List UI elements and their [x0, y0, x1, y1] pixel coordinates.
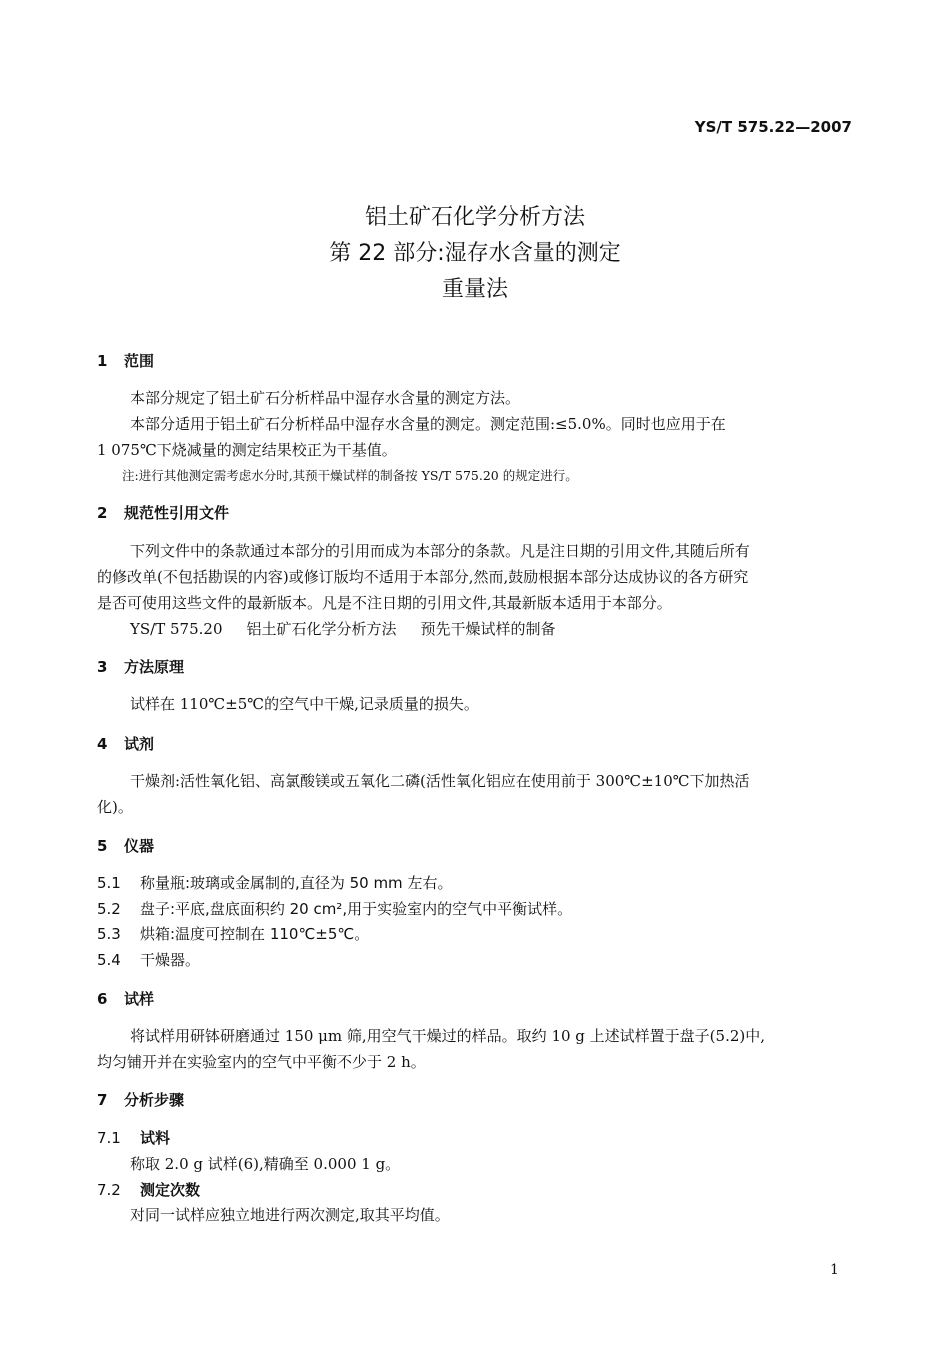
paragraph: 称取 2.0 g 试样(6),精确至 0.000 1 g。	[130, 1155, 401, 1173]
item-text: 烘箱:温度可控制在 110℃±5℃。	[140, 925, 370, 943]
standard-number: YS/T 575.22—2007	[694, 118, 852, 136]
paragraph-continued: 均匀铺开并在实验室内的空气中平衡不少于 2 h。	[97, 1053, 426, 1071]
paragraph-continued: 是否可使用这些文件的最新版本。凡是不注日期的引用文件,其最新版本适用于本部分。	[97, 594, 672, 612]
paragraph: 将试样用研钵研磨通过 150 μm 筛,用空气干燥过的样品。取约 10 g 上述试样置于盘子(5.2)中,	[130, 1027, 765, 1045]
section-title: 方法原理	[124, 658, 185, 676]
section-6-heading	[97, 988, 154, 1009]
note: 注:进行其他测定需考虑水分时,其预干燥试样的制备按 YS/T 575.20 的规定进行。	[122, 468, 578, 483]
section-number: 3	[97, 658, 108, 676]
section-5-heading	[97, 835, 154, 856]
paragraph: 本部分规定了铝土矿石分析样品中湿存水含量的测定方法。	[130, 389, 521, 407]
paragraph: 本部分适用于铝土矿石分析样品中湿存水含量的测定。测定范围:≤5.0%。同时也应用于在	[130, 415, 726, 433]
item-text: 称量瓶:玻璃或金属制的,直径为 50 mm 左右。	[140, 874, 453, 892]
reference-title: 铝土矿石化学分析方法	[246, 620, 397, 638]
section-title: 范围	[124, 352, 155, 370]
section-title: 分析步骤	[124, 1091, 185, 1109]
section-number: 4	[97, 735, 108, 753]
section-number: 6	[97, 990, 108, 1008]
paragraph: 对同一试样应独立地进行两次测定,取其平均值。	[130, 1206, 450, 1224]
paragraph-continued: 1 075℃下烧减量的测定结果校正为干基值。	[97, 441, 397, 459]
section-2-heading	[97, 502, 229, 523]
paragraph: 下列文件中的条款通过本部分的引用而成为本部分的条款。凡是注日期的引用文件,其随后所有	[130, 542, 750, 560]
section-1-heading	[97, 350, 154, 371]
section-number: 1	[97, 352, 108, 370]
section-title: 试剂	[124, 735, 155, 753]
instrument-item	[97, 949, 200, 970]
subsection-number: 7.1	[97, 1129, 121, 1147]
normative-reference	[130, 618, 556, 639]
subsection-title: 测定次数	[140, 1181, 201, 1199]
item-text: 盘子:平底,盘底面积约 20 cm²,用于实验室内的空气中平衡试样。	[140, 900, 573, 918]
section-title: 仪器	[124, 837, 155, 855]
instrument-item	[97, 872, 452, 893]
instrument-item	[97, 898, 572, 919]
paragraph-continued: 的修改单(不包括勘误的内容)或修订版均不适用于本部分,然而,鼓励根据本部分达成协议的各方研究	[97, 568, 749, 586]
section-number: 5	[97, 837, 108, 855]
document-subtitle: 第 22 部分:湿存水含量的测定	[329, 241, 621, 266]
item-number: 5.3	[97, 925, 121, 943]
page-number: 1	[830, 1262, 839, 1278]
subsection-7-2-heading	[97, 1179, 200, 1200]
subsection-number: 7.2	[97, 1181, 121, 1199]
item-number: 5.4	[97, 951, 121, 969]
paragraph-continued: 化)。	[97, 798, 133, 816]
instrument-item	[97, 923, 369, 944]
subsection-7-1-heading	[97, 1127, 170, 1148]
item-number: 5.1	[97, 874, 121, 892]
section-3-heading	[97, 656, 184, 677]
paragraph: 干燥剂:活性氧化铝、高氯酸镁或五氧化二磷(活性氧化铝应在使用前于 300℃±10℃下加热活	[130, 772, 750, 790]
subsection-title: 试料	[140, 1129, 171, 1147]
item-text: 干燥器。	[140, 951, 201, 969]
reference-code: YS/T 575.20	[130, 620, 223, 638]
section-number: 7	[97, 1091, 108, 1109]
document-title: 铝土矿石化学分析方法	[364, 205, 585, 230]
section-7-heading	[97, 1089, 184, 1110]
section-title: 规范性引用文件	[124, 504, 230, 522]
reference-subtitle: 预先干燥试样的制备	[420, 620, 556, 638]
section-title: 试样	[124, 990, 155, 1008]
document-method: 重量法	[441, 277, 508, 302]
paragraph: 试样在 110℃±5℃的空气中干燥,记录质量的损失。	[130, 695, 479, 713]
section-number: 2	[97, 504, 108, 522]
section-4-heading	[97, 733, 154, 754]
item-number: 5.2	[97, 900, 121, 918]
